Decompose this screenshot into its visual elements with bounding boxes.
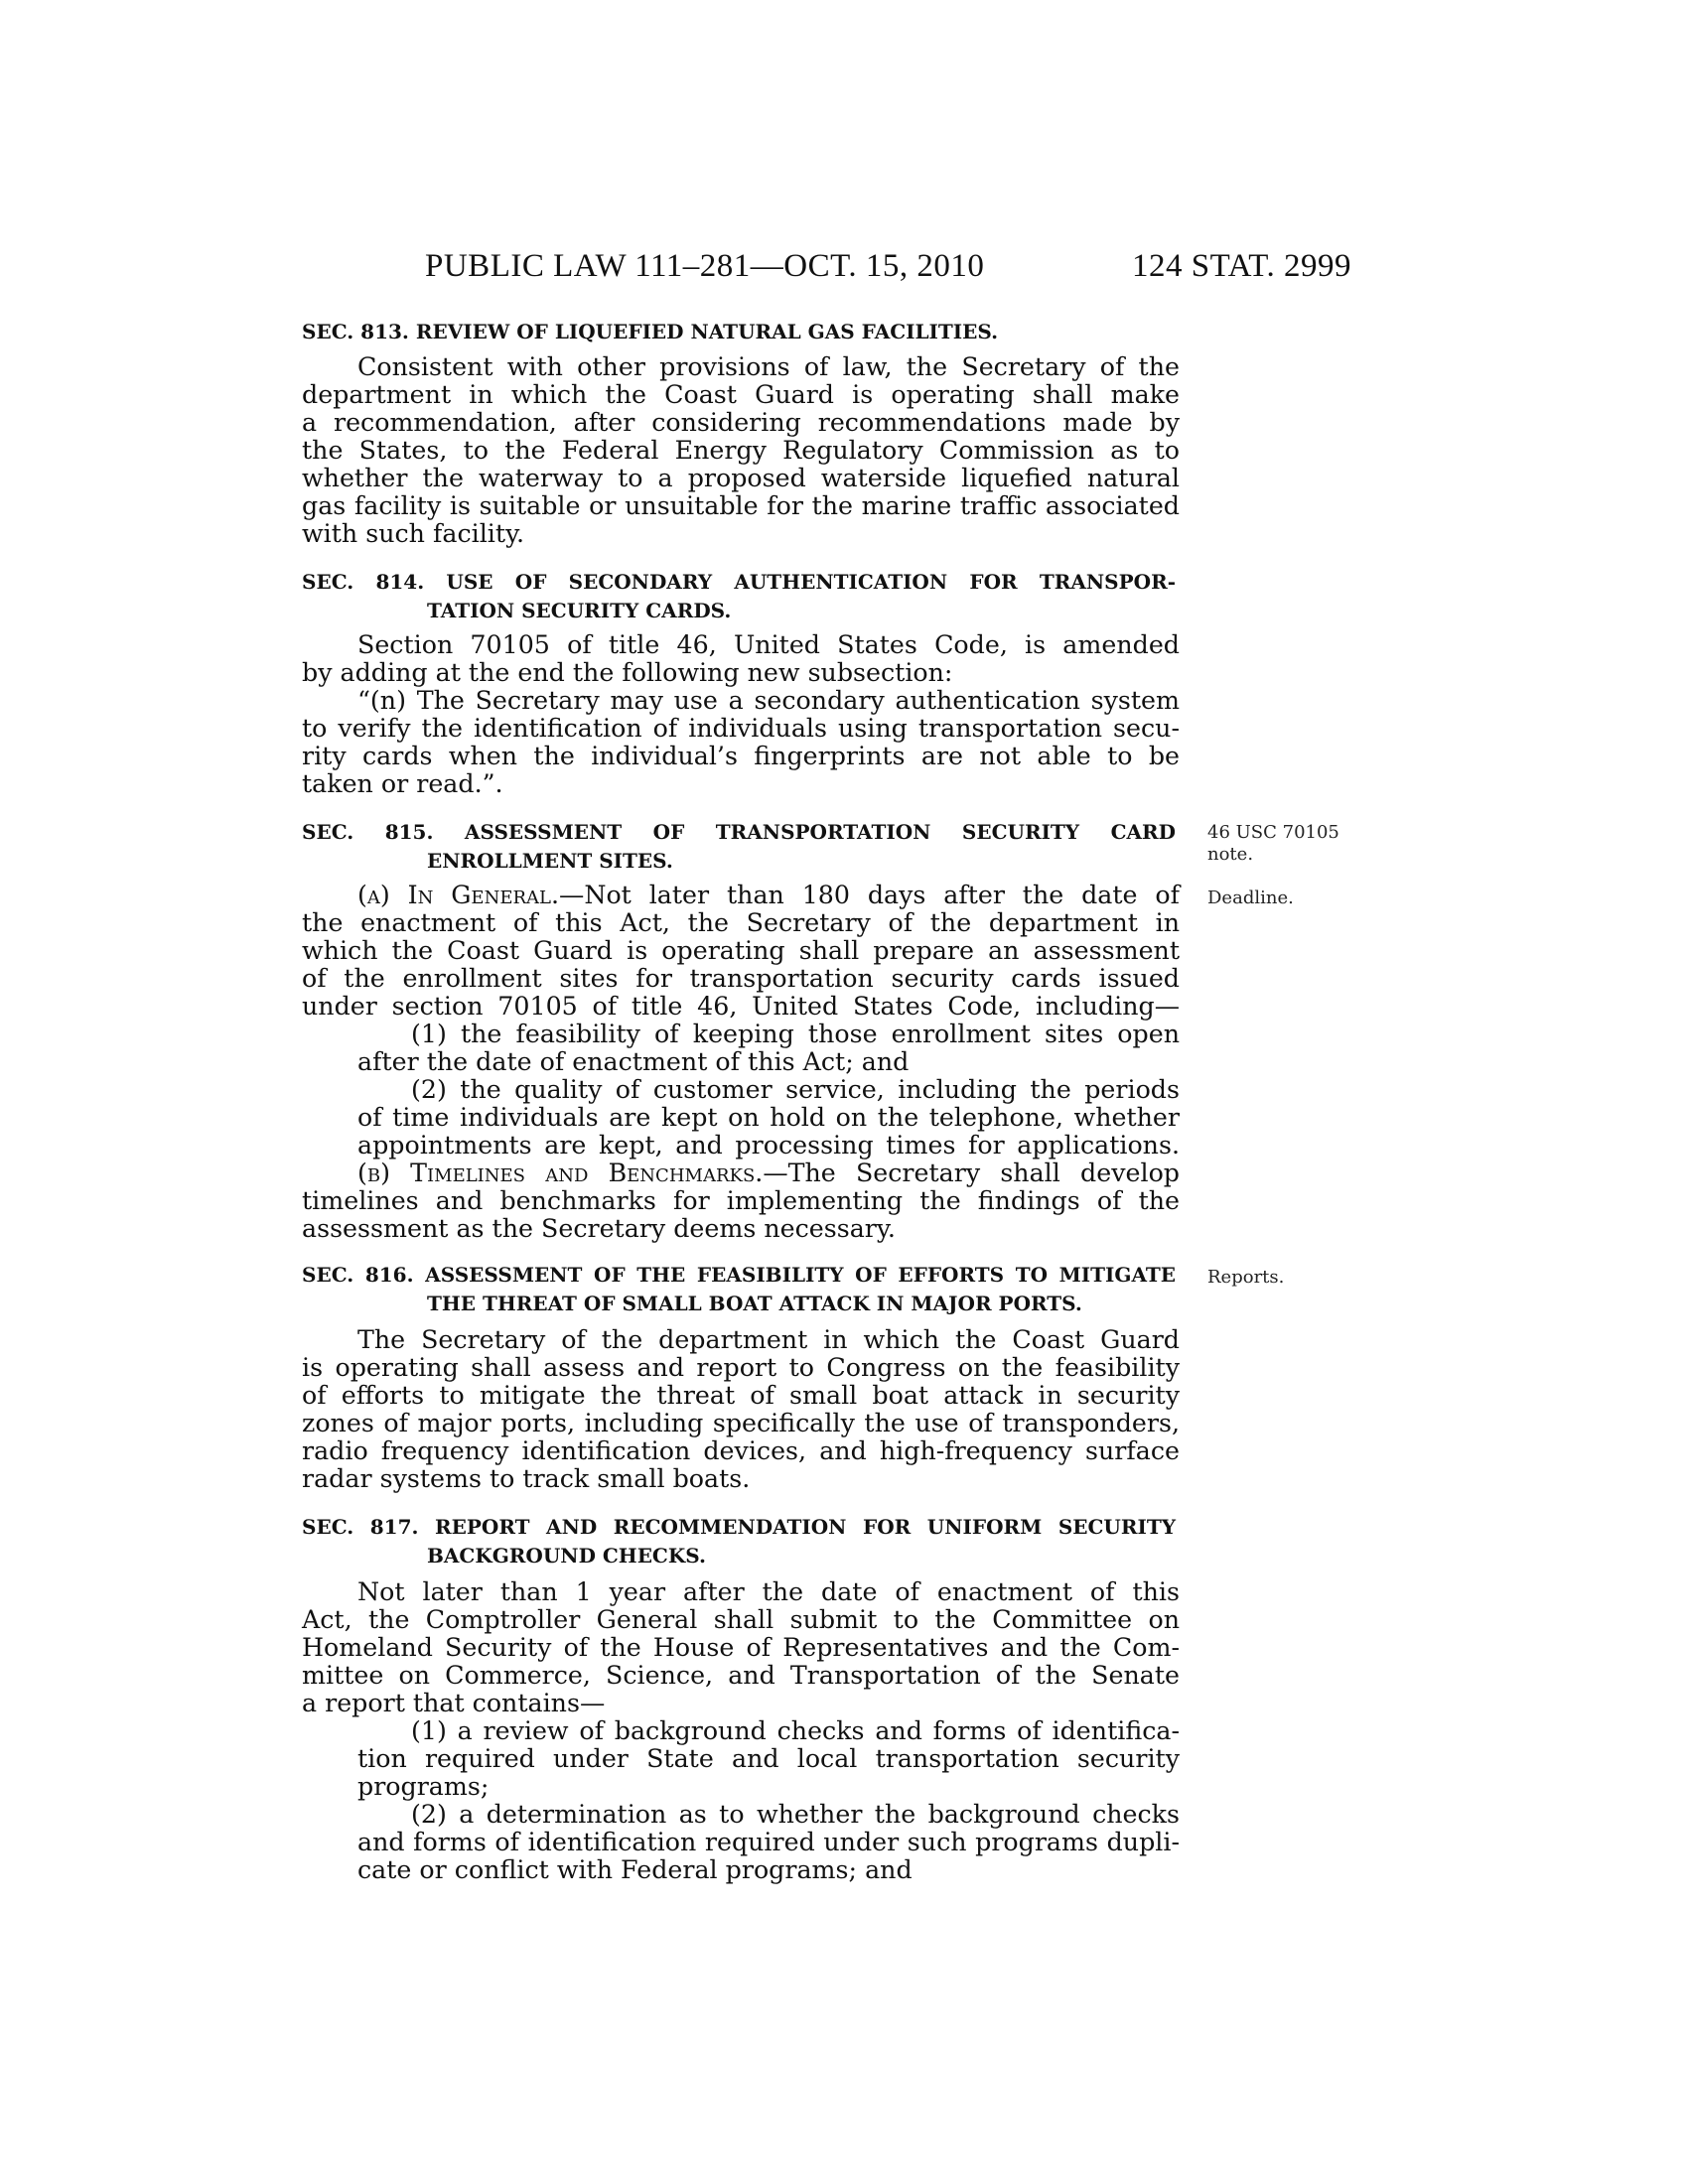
section-body: Section 70105 of title 46, United States Code, is amended by adding at the end the following new subsection: “(n) The Secretary may use a secondary authentication system to verify the identification of individuals using transportation secu- rity cards when the individual’s fingerprints are not able to be taken or read.”.: [302, 630, 1180, 798]
law-title: PUBLIC LAW 111–281—OCT. 15, 2010: [425, 248, 985, 284]
section-body: Consistent with other provisions of law, the Secretary of the department in which the Coast Guard is operating shall make a recommendation, after considering recommendations made by the States, to the Federal Energy Regulatory Commission as to whether the waterway to a proposed waterside liquefied natural gas facility is suitable or unsuitable for the marine traffic associated with such facility.: [302, 352, 1180, 548]
margin-note-deadline: Deadline.: [1207, 887, 1294, 908]
subsection-label: (a) In General.: [357, 881, 560, 909]
section-heading: SEC. 817. REPORT AND RECOMMENDATION FOR UNIFORM SECURITY BACKGROUND CHECKS.: [302, 1515, 1176, 1568]
statute-page-number: 124 STAT. 2999: [1132, 248, 1352, 284]
section-heading: SEC. 816. ASSESSMENT OF THE FEASIBILITY OF EFFORTS TO MITIGATE THE THREAT OF SMALL BOAT ATTACK IN MAJOR PORTS.: [302, 1263, 1176, 1315]
margin-note-citation: 46 USC 70105 note.: [1207, 822, 1339, 865]
section-body: (a) In General.—Not later than 180 days after the date of the enactment of this Act, the Secretary of the department in which the Coast Guard is operating shall prepare an assessment of the enrollment sites for transportation security cards issued under section 70105 of title 46, United States Code, including— (1) the feasibility of keeping those enrollment sites open after the date of enactment of this Act; and (2) the quality of customer service, including the periods of time individuals are kept on hold on the telephone, whether appointments are kept, and processing times for applications. (b) Timelines and Benchmarks.—The Secretary shall develop timelines and benchmarks for implementing the findings of the assessment as the Secretary deems necessary.: [302, 881, 1180, 1243]
section-heading: SEC. 813. REVIEW OF LIQUEFIED NATURAL GAS FACILITIES.: [302, 320, 999, 343]
section-heading: SEC. 815. ASSESSMENT OF TRANSPORTATION SECURITY CARD ENROLLMENT SITES.: [302, 820, 1176, 873]
section-heading: SEC. 814. USE OF SECONDARY AUTHENTICATION FOR TRANSPOR- TATION SECURITY CARDS.: [302, 570, 1176, 622]
section-body: The Secretary of the department in which the Coast Guard is operating shall assess and report to Congress on the feasibility of efforts to mitigate the threat of small boat attack in security zones of major ports, including specifically the use of transponders, radio frequency identification devices, and high-frequency surface radar systems to track small boats.: [302, 1325, 1180, 1493]
margin-note-reports: Reports.: [1207, 1267, 1285, 1288]
section-body: Not later than 1 year after the date of enactment of this Act, the Comptroller General shall submit to the Committee on Homeland Security of the House of Representatives and the Com- mittee on Commerce, Science, and Transportation of the Senate a report that contains— (1) a review of background checks and forms of identifica- tion required under State and local transportation security programs; (2) a determination as to whether the background checks and forms of identification required under such programs dupli- cate or conflict with Federal programs; and: [302, 1577, 1180, 1884]
subsection-label: (b) Timelines and Benchmarks.: [357, 1159, 764, 1187]
page-header: [0, 248, 1688, 288]
